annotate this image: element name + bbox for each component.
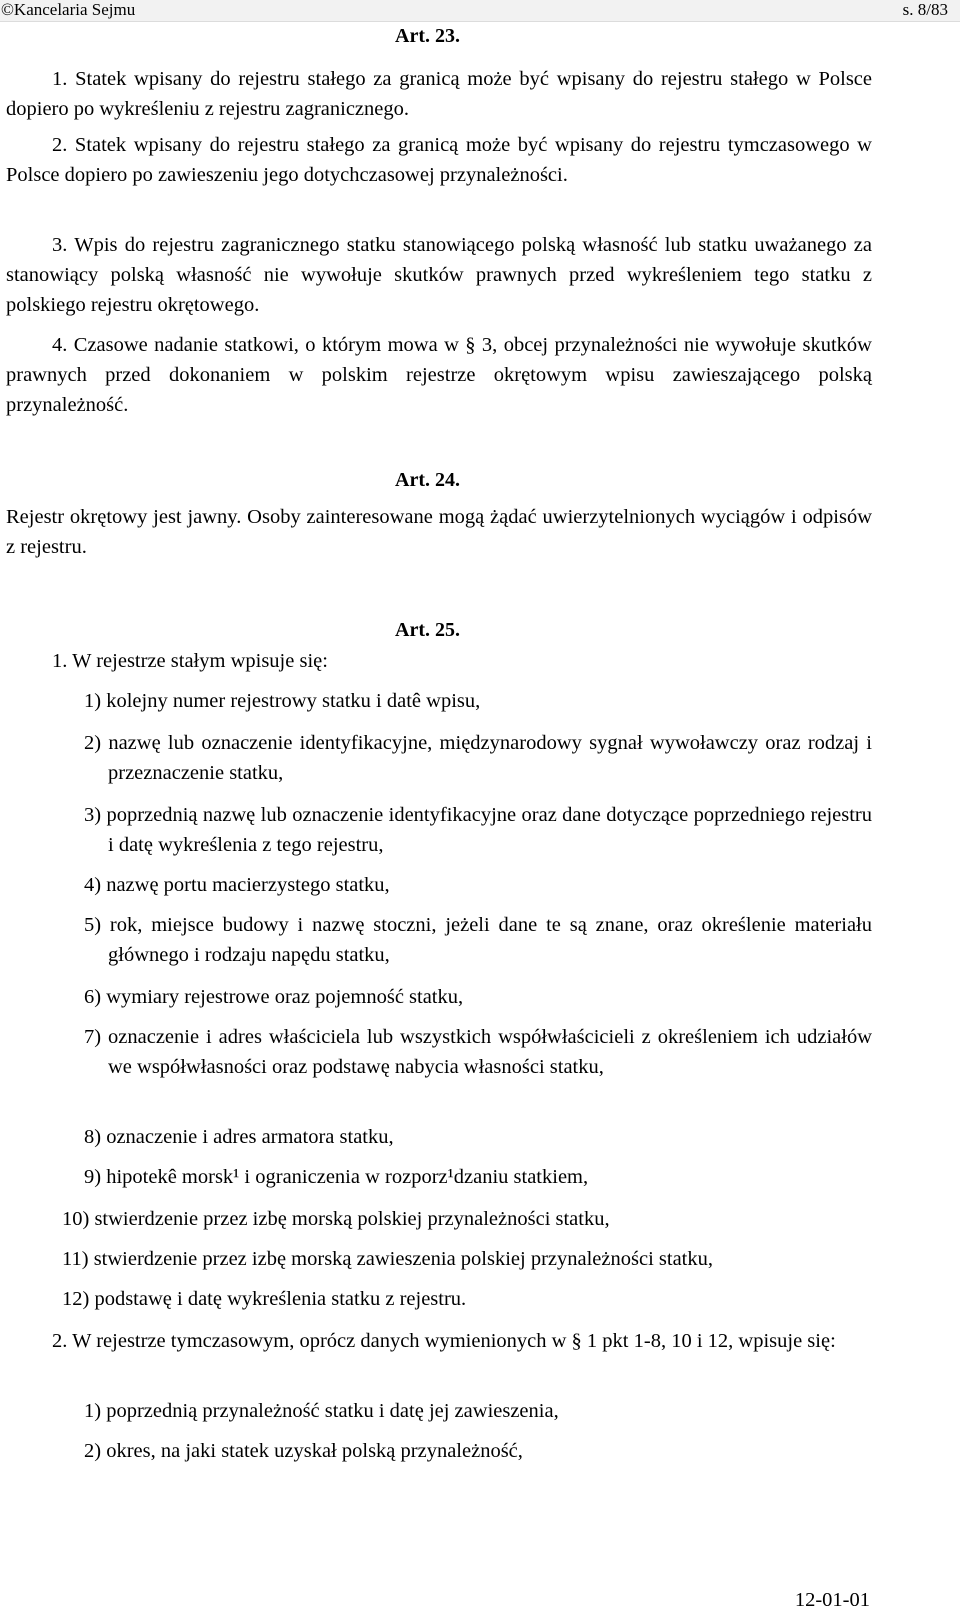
header-source: ©Kancelaria Sejmu <box>1 0 136 19</box>
list-item: 5) rok, miejsce budowy i nazwę stoczni, jeżeli dane te są znane, oraz określenie materiału głównego i rodzaju napędu statku, <box>84 914 872 966</box>
page-header <box>0 0 960 22</box>
list-item: 2) nazwę lub oznaczenie identyfikacyjne, międzynarodowy sygnał wywoławczy oraz rodzaj i przeznaczenie statku, <box>84 732 872 784</box>
list-item: 2) okres, na jaki statek uzyskał polską przynależność, <box>84 1440 523 1462</box>
art24-text: Rejestr okrętowy jest jawny. Osoby zainteresowane mogą żądać uwierzytelnionych wyciągów i odpisów z rejestru. <box>6 506 872 558</box>
list-item: 6) wymiary rejestrowe oraz pojemność statku, <box>84 986 464 1008</box>
art23-paragraph-3: 3. Wpis do rejestru zagranicznego statku stanowiącego polską własność lub statku uważanego za stanowiący polską własność nie wywołuje skutków prawnych przed wykreśleniem tego statku z polskiego rejestru okrętowego. <box>6 234 872 316</box>
list-item: 4) nazwę portu macierzystego statku, <box>84 874 390 896</box>
art25-paragraph-2: 2. W rejestrze tymczasowym, oprócz danych wymienionych w § 1 pkt 1-8, 10 i 12, wpisuje się: <box>52 1330 836 1352</box>
footer-code: 12-01-01 <box>794 1589 870 1611</box>
list-item: 9) hipotekê morsk¹ i ograniczenia w rozporz¹dzaniu statkiem, <box>84 1166 589 1188</box>
article-25-title: Art. 25. <box>395 619 460 641</box>
list-item: 1) poprzednią przynależność statku i datę jej zawieszenia, <box>84 1400 559 1422</box>
list-item: 1) kolejny numer rejestrowy statku i datê wpisu, <box>84 690 481 712</box>
list-item: 3) poprzednią nazwę lub oznaczenie identyfikacyjne oraz dane dotyczące poprzedniego rejestru i datę wykreślenia z tego rejestru, <box>84 804 872 856</box>
art23-paragraph-4: 4. Czasowe nadanie statkowi, o którym mowa w § 3, obcej przynależności nie wywołuje skutków prawnych przed dokonaniem w polskim rejestrze okrętowym wpisu zawieszającego polską przynależność. <box>6 334 872 416</box>
article-24-title: Art. 24. <box>395 469 460 491</box>
list-item: 10) stwierdzenie przez izbę morską polskiej przynależności statku, <box>62 1208 610 1230</box>
list-item: 8) oznaczenie i adres armatora statku, <box>84 1126 394 1148</box>
art25-paragraph-1: 1. W rejestrze stałym wpisuje się: <box>52 650 328 672</box>
list-item: 12) podstawę i datę wykreślenia statku z rejestru. <box>62 1288 467 1310</box>
list-item: 11) stwierdzenie przez izbę morską zawieszenia polskiej przynależności statku, <box>62 1248 713 1270</box>
header-page-number: s. 8/83 <box>902 0 948 19</box>
art23-paragraph-1: 1. Statek wpisany do rejestru stałego za granicą może być wpisany do rejestru stałego w Polsce dopiero po wykreśleniu z rejestru zagranicznego. <box>6 68 872 120</box>
list-item: 7) oznaczenie i adres właściciela lub wszystkich współwłaścicieli z określeniem ich udziałów we współwłasności oraz podstawę nabycia własności statku, <box>84 1026 872 1078</box>
art23-paragraph-2: 2. Statek wpisany do rejestru stałego za granicą może być wpisany do rejestru tymczasowego w Polsce dopiero po zawieszeniu jego dotychczasowej przynależności. <box>6 134 872 186</box>
article-23-title: Art. 23. <box>395 25 460 47</box>
